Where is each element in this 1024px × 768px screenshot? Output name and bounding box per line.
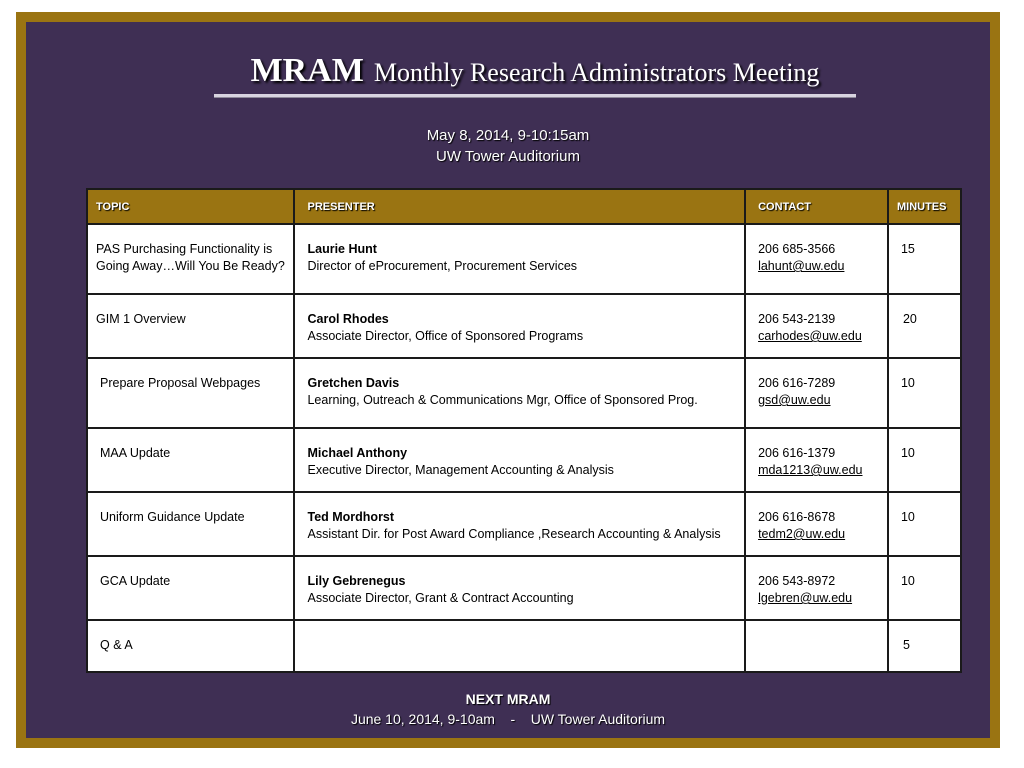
minutes-cell: 5 bbox=[888, 620, 961, 672]
table-row bbox=[87, 224, 961, 294]
presenter-name: Gretchen Davis bbox=[307, 376, 400, 390]
title-block bbox=[214, 52, 856, 97]
topic-cell: Uniform Guidance Update bbox=[87, 492, 294, 556]
contact-cell bbox=[745, 428, 888, 492]
minutes-cell: 10 bbox=[888, 428, 961, 492]
contact-email-link[interactable]: lgebren@uw.edu bbox=[758, 591, 853, 605]
contact-cell bbox=[745, 358, 888, 428]
column-header-presenter: PRESENTER bbox=[294, 189, 745, 224]
presenter-cell bbox=[294, 428, 745, 492]
contact-cell bbox=[745, 556, 888, 620]
presenter-name: Lily Gebrenegus bbox=[307, 574, 406, 588]
topic-cell: MAA Update bbox=[87, 428, 294, 492]
purple-panel bbox=[26, 22, 990, 738]
contact-cell bbox=[745, 620, 888, 672]
title-underline bbox=[214, 94, 856, 97]
topic-cell: GIM 1 Overview bbox=[87, 294, 294, 358]
contact-email-link[interactable]: lahunt@uw.edu bbox=[758, 259, 845, 273]
agenda-table bbox=[86, 188, 962, 673]
minutes-cell: 10 bbox=[888, 492, 961, 556]
contact-cell bbox=[745, 492, 888, 556]
presenter-role: Director of eProcurement, Procurement Services bbox=[307, 259, 578, 273]
table-row bbox=[87, 556, 961, 620]
presenter-cell bbox=[294, 224, 745, 294]
presenter-role: Associate Director, Grant & Contract Accounting bbox=[307, 591, 574, 605]
minutes-cell: 10 bbox=[888, 556, 961, 620]
contact-email-link[interactable]: tedm2@uw.edu bbox=[758, 527, 846, 541]
column-header-topic: TOPIC bbox=[87, 189, 294, 224]
table-row bbox=[87, 620, 961, 672]
presenter-role: Executive Director, Management Accounting & Analysis bbox=[307, 463, 614, 477]
topic-cell: Q & A bbox=[87, 620, 294, 672]
topic-cell: Prepare Proposal Webpages bbox=[87, 358, 294, 428]
contact-cell bbox=[745, 224, 888, 294]
minutes-cell: 10 bbox=[888, 358, 961, 428]
page-title bbox=[214, 52, 856, 90]
contact-phone: 206 616-7289 bbox=[758, 376, 836, 390]
table-header-row bbox=[87, 189, 961, 224]
presenter-name: Ted Mordhorst bbox=[307, 510, 395, 524]
presenter-name: Laurie Hunt bbox=[307, 242, 377, 256]
topic-cell: GCA Update bbox=[87, 556, 294, 620]
minutes-cell: 15 bbox=[888, 224, 961, 294]
table-row bbox=[87, 294, 961, 358]
contact-phone: 206 543-2139 bbox=[758, 312, 836, 326]
contact-email-link[interactable]: gsd@uw.edu bbox=[758, 393, 831, 407]
gold-frame bbox=[16, 12, 1000, 748]
column-header-minutes: MINUTES bbox=[888, 189, 961, 224]
table-row bbox=[87, 492, 961, 556]
next-meeting-label: NEXT MRAM bbox=[465, 691, 551, 707]
contact-phone: 206 616-8678 bbox=[758, 510, 836, 524]
presenter-cell bbox=[294, 620, 745, 672]
presenter-role: Associate Director, Office of Sponsored Programs bbox=[307, 329, 584, 343]
presenter-cell bbox=[294, 556, 745, 620]
presenter-role: Assistant Dir. for Post Award Compliance ,Research Accounting & Analysis bbox=[307, 527, 721, 541]
table-row bbox=[87, 358, 961, 428]
meeting-location: UW Tower Auditorium bbox=[436, 148, 580, 165]
presenter-role: Learning, Outreach & Communications Mgr, Office of Sponsored Prog. bbox=[307, 393, 698, 407]
contact-email-link[interactable]: mda1213@uw.edu bbox=[758, 463, 863, 477]
column-header-contact: CONTACT bbox=[745, 189, 888, 224]
meeting-date: May 8, 2014, 9-10:15am bbox=[426, 127, 590, 144]
minutes-cell: 20 bbox=[888, 294, 961, 358]
presenter-cell bbox=[294, 294, 745, 358]
presenter-cell bbox=[294, 358, 745, 428]
presenter-name: Michael Anthony bbox=[307, 446, 408, 460]
contact-email-link[interactable]: carhodes@uw.edu bbox=[758, 329, 862, 343]
table-row bbox=[87, 428, 961, 492]
topic-cell: PAS Purchasing Functionality is Going Away…Will You Be Ready? bbox=[87, 224, 294, 294]
title-abbreviation: MRAM bbox=[250, 52, 364, 89]
next-meeting-details: June 10, 2014, 9-10am - UW Tower Auditorium bbox=[350, 711, 666, 727]
contact-phone: 206 616-1379 bbox=[758, 446, 836, 460]
contact-phone: 206 685-3566 bbox=[758, 242, 836, 256]
presenter-cell bbox=[294, 492, 745, 556]
contact-cell bbox=[745, 294, 888, 358]
presenter-name: Carol Rhodes bbox=[307, 312, 389, 326]
title-full: Monthly Research Administrators Meeting bbox=[373, 58, 820, 87]
contact-phone: 206 543-8972 bbox=[758, 574, 836, 588]
